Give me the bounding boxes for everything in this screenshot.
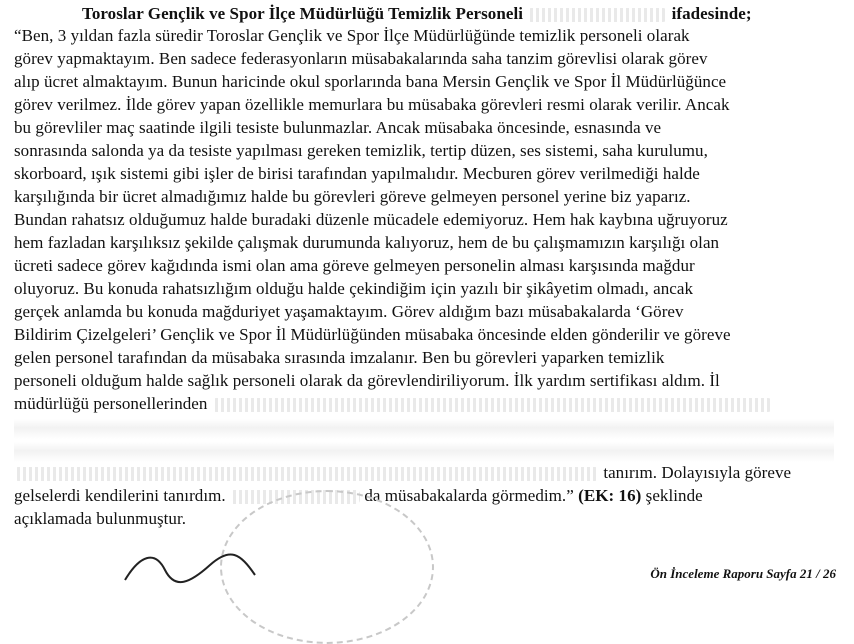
line-17-start: müdürlüğü personellerinden <box>14 394 208 413</box>
heading-tail-text: ifadesinde; <box>671 4 752 23</box>
body-line-4: görev verilmez. İlde görev yapan özellikle memurlara bu müsabaka görevleri resmi olarak verilir. Ancak <box>14 95 730 114</box>
redaction-names-2 <box>14 419 834 439</box>
body-line-1: “Ben, 3 yıldan fazla süredir Toroslar Gençlik ve Spor İlçe Müdürlüğünde temizlik personeli olarak <box>14 26 690 45</box>
body-line-8: karşılığında bir ücret almadığımız halde bu görevleri göreve gelmeyen personel yerine biz yaparız. <box>14 187 691 206</box>
body-line-2: görev yapmaktayım. Ben sadece federasyonların müsabakalarında saha tanzim görevlisi olarak görev <box>14 49 708 68</box>
body-line-10: hem fazladan karşılıksız şekilde çalışmak durumunda kalıyoruz, hem de bu çalışmamızın karşılığı olan <box>14 233 720 252</box>
body-line-22 <box>14 485 834 507</box>
body-line-14: Bildirim Çizelgeleri’ Gençlik ve Spor İl Müdürlüğünden müsabaka öncesinde elden gönderilir ve göreve <box>14 325 731 344</box>
line-22-start: gelselerdi kendilerini tanırdım. <box>14 486 226 505</box>
line-21-tail: tanırım. Dolayısıyla göreve <box>603 463 792 482</box>
body-line-5: bu görevliler maç saatinde ilgili tesiste bulunmazlar. Ancak müsabaka öncesinde, esnasında ve <box>14 118 662 137</box>
heading-bold-text: Toroslar Gençlik ve Spor İlçe Müdürlüğü Temizlik Personeli <box>82 4 524 23</box>
redaction-heading <box>527 8 667 22</box>
redaction-names-1 <box>212 398 772 412</box>
page-footer: Ön İnceleme Raporu Sayfa 21 / 26 <box>650 566 836 581</box>
signature-mark <box>120 545 260 585</box>
heading-line <box>82 3 836 25</box>
body-line-15: gelen personel tarafından da müsabaka sırasında imzalanır. Ben bu görevleri yaparken temizlik <box>14 348 665 367</box>
line-22-end: şeklinde <box>645 486 703 505</box>
body-line-3: alıp ücret almaktayım. Bunun haricinde okul sporlarında bana Mersin Gençlik ve Spor İl Müdürlüğünce <box>14 72 727 91</box>
body-line-17 <box>14 393 834 415</box>
body-line-9: Bundan rahatsız olduğumuz halde buradaki düzenle mücadele edemiyoruz. Hem hak kaybına uğruyoruz <box>14 210 728 229</box>
body-line-16: personeli olduğum halde sağlık personeli olarak da görevlendiriliyorum. İlk yardım sertifikası aldım. İl <box>14 371 720 390</box>
body-line-13: gerçek anlamda bu konuda mağduriyet yaşamaktayım. Görev aldığım bazı müsabakalarda ‘Görev <box>14 302 684 321</box>
line-22-mid: da müsabakalarda görmedim.” <box>364 486 574 505</box>
redaction-names-3 <box>14 442 834 462</box>
body-line-7: skorboard, ışık sistemi gibi işler de birisi tarafından yapılmalıdır. Mecburen görev verilmediği halde <box>14 164 700 183</box>
body-line-12: oluyoruz. Bu konuda rahatsızlığım olduğu halde çekindiğim için yazılı bir şikâyetim olmadı, ancak <box>14 279 694 298</box>
body-line-23: açıklamada bulunmuştur. <box>14 509 187 528</box>
redaction-names-4 <box>14 467 599 481</box>
line-22-ref: (EK: 16) <box>578 486 642 505</box>
body-line-6: sonrasında salonda ya da tesiste yapılması gereken temizlik, tertip düzen, ses sistemi, saha kurulumu, <box>14 141 708 160</box>
body-line-11: ücreti sadece görev kağıdında ismi olan ama göreve gelmeyen personelin alması karşısında mağdur <box>14 256 695 275</box>
body-line-21 <box>14 462 834 484</box>
